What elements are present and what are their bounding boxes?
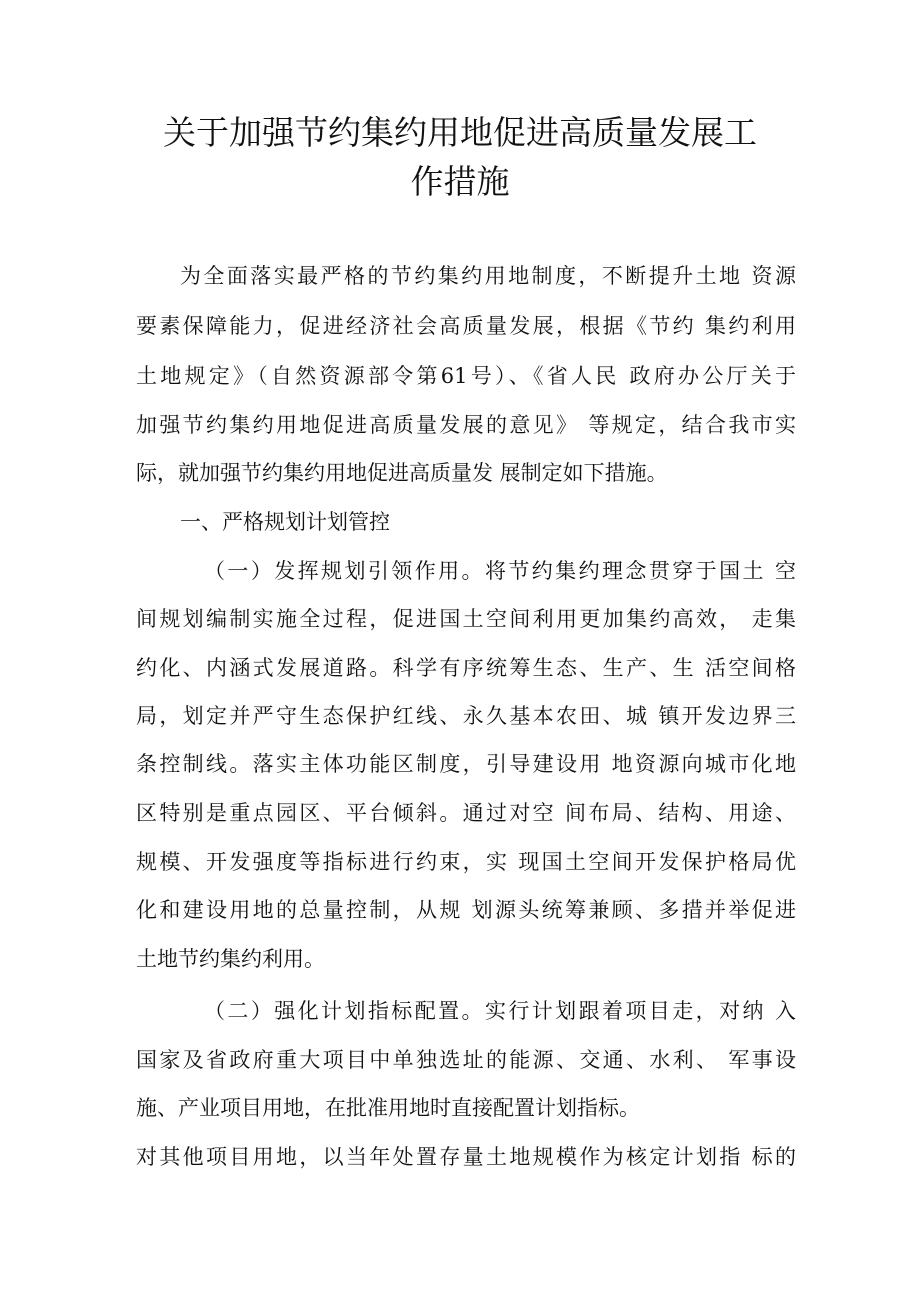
- paragraph-line: 施、产业项目用地，在批准用地时直接配置计划指标。: [136, 1096, 640, 1120]
- paragraph-line: （二）强化计划指标配置。实行计划跟着项目走，对纳 入: [204, 999, 796, 1023]
- paragraph-line: 为全面落实最严格的节约集约用地制度，不断提升土地 资源: [180, 264, 796, 288]
- paragraph-line: 规模、开发强度等指标进行约束，实 现国土空间开发保护格局优: [136, 850, 796, 874]
- paragraph-line: 国家及省政府重大项目中单独选址的能源、交通、水利、 军事设: [136, 1048, 796, 1072]
- paragraph-line: 化和建设用地的总量控制，从规 划源头统筹兼顾、多措并举促进: [136, 898, 796, 922]
- paragraph-line: 要素保障能力，促进经济社会高质量发展，根据《节约 集约利用: [136, 314, 796, 338]
- paragraph-line: 土地节约集约利用。: [136, 947, 325, 971]
- paragraph-line: 际，就加强节约集约用地促进高质量发 展制定如下措施。: [136, 461, 668, 485]
- paragraph-line: 约化、内涵式发展道路。科学有序统筹生态、生产、生 活空间格: [136, 656, 796, 680]
- paragraph-line: 间规划编制实施全过程，促进国土空间利用更加集约高效， 走集: [136, 607, 796, 631]
- paragraph-line: 土地规定》（自然资源部令第61号）、《省人民 政府办公厅关于: [136, 364, 796, 388]
- paragraph-line: （一）发挥规划引领作用。将节约集约理念贯穿于国土 空: [204, 559, 796, 583]
- paragraph-line: 局，划定并严守生态保护红线、永久基本农田、城 镇开发边界三: [136, 704, 796, 728]
- paragraph-line: 加强节约集约用地促进高质量发展的意见》 等规定，结合我市实: [136, 413, 796, 437]
- document-title-line-1: 关于加强节约集约用地促进高质量发展工: [163, 113, 757, 152]
- paragraph-line: 区特别是重点园区、平台倾斜。通过对空 间布局、结构、用途、: [136, 801, 796, 825]
- paragraph-line: 对其他项目用地，以当年处置存量土地规模作为核定计划指 标的: [136, 1145, 796, 1169]
- section-heading: 一、严格规划计划管控: [180, 510, 390, 534]
- paragraph-line: 条控制线。落实主体功能区制度，引导建设用 地资源向城市化地: [136, 752, 796, 776]
- document-title-line-2: 作措施: [410, 162, 510, 201]
